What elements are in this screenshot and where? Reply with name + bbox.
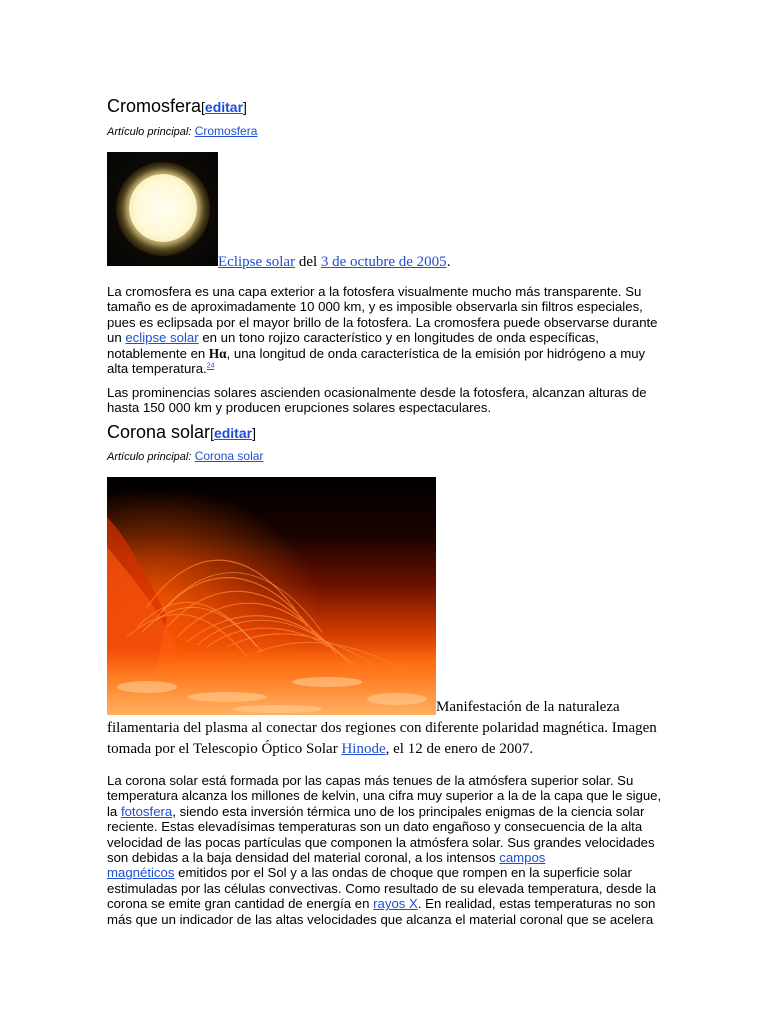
text-line: tamaño es de aproximadamente 10 000 km, y es imposible observarla sin filtros especiales,: [107, 299, 643, 315]
main-article-link[interactable]: Cromosfera: [194, 124, 258, 138]
link-eclipse-solar[interactable]: eclipse solar: [125, 330, 199, 346]
text-line: velocidad de las pocas partículas que componen la atmósfera solar. Sus grandes velocidades: [107, 834, 655, 850]
caption-text: Manifestación de la naturaleza: [436, 699, 620, 715]
text-span: alta temperatura.: [107, 361, 207, 377]
main-article-note: [107, 124, 257, 138]
image-caption: [107, 697, 667, 760]
text-span: . En realidad, estas temperaturas no son: [417, 896, 656, 912]
text-span: la: [107, 803, 121, 819]
text-span: un: [107, 330, 126, 346]
caption-text: del: [295, 254, 321, 270]
corona-plasma-image[interactable]: [107, 477, 436, 715]
main-article-label: Artículo principal:: [107, 451, 192, 463]
heading-title: Corona solar: [107, 422, 211, 442]
edit-link[interactable]: editar: [213, 425, 253, 441]
text-line: [107, 896, 667, 911]
caption-link-date[interactable]: 3 de octubre de 2005: [320, 254, 447, 270]
text-line: pues es eclipsada por el mayor brillo de la fotosfera. La cromosfera puede observarse durante: [107, 314, 658, 330]
edit-bracket-close: ]: [243, 99, 247, 115]
text-span: corona se emite gran cantidad de energía en: [107, 896, 374, 912]
h-alpha: Hα: [208, 345, 227, 361]
text-span: notablemente en: [107, 345, 209, 361]
text-line: [107, 330, 667, 345]
text-line: [107, 865, 667, 880]
text-line: [107, 804, 667, 819]
paragraph-corona-1: [107, 773, 667, 927]
text-span: , una longitud de onda característica de la emisión por hidrógeno a muy: [226, 345, 646, 361]
text-span: emitidos por el Sol y a las ondas de choque que rompen en la superficie solar: [174, 865, 632, 881]
link-campos-magneticos[interactable]: campos: [499, 850, 546, 866]
text-line: [107, 850, 667, 865]
paragraph-cromosfera-2: [107, 385, 667, 416]
link-campos-magneticos-cont[interactable]: magnéticos: [107, 865, 175, 881]
text-line: La cromosfera es una capa exterior a la fotosfera visualmente mucho más transparente. Su: [107, 284, 642, 299]
text-span: , siendo esta inversión térmica uno de los principales enigmas de la ciencia solar: [172, 803, 645, 819]
plasma-filaments-graphic: [107, 477, 436, 715]
main-article-link[interactable]: Corona solar: [194, 449, 264, 463]
eclipse-image[interactable]: [107, 152, 218, 266]
link-fotosfera[interactable]: fotosfera: [120, 803, 173, 819]
link-hinode[interactable]: Hinode: [341, 741, 386, 757]
edit-link[interactable]: editar: [204, 99, 244, 115]
paragraph-cromosfera-1: [107, 284, 667, 376]
edit-bracket-open: [: [201, 99, 205, 115]
image-caption: [218, 252, 450, 273]
text-line: más que un indicador de las altas velocidades que alcanza el material coronal que se acelera: [107, 911, 654, 927]
text-line: La corona solar está formada por las capas más tenues de la atmósfera superior solar. Su: [107, 773, 634, 788]
edit-bracket-open: [: [210, 425, 214, 441]
text-line: reciente. Estas elevadísimas temperaturas son un dato engañoso y consecuencia de la alta: [107, 819, 643, 835]
text-line: estimuladas por las células convectivas. Como resultado de su elevada temperatura, desde la: [107, 880, 657, 896]
caption-line: filamentaria del plasma al conectar dos regiones con diferente polaridad magnética. Imagen: [107, 720, 657, 736]
caption-link-eclipse[interactable]: Eclipse solar: [218, 254, 296, 270]
caption-text: , el 12 de enero de 2007.: [385, 741, 534, 757]
text-line: [107, 346, 667, 361]
caption-line: [107, 697, 667, 718]
sun-disk: [129, 174, 197, 242]
caption-text-end: .: [446, 254, 451, 270]
text-line: temperatura alcanza los millones de kelvin, una cifra muy superior a la de la capa que le sigue,: [107, 788, 662, 804]
text-line: hasta 150 000 km y producen erupciones solares espectaculares.: [107, 400, 492, 416]
caption-line: [107, 739, 667, 760]
edit-bracket-close: ]: [252, 425, 256, 441]
heading-title: Cromosfera: [107, 96, 202, 116]
section-heading-corona: [107, 422, 256, 443]
text-line: [107, 361, 667, 376]
reference-link[interactable]: 24: [206, 362, 215, 370]
main-article-label: Artículo principal:: [107, 126, 192, 138]
link-rayos-x[interactable]: rayos X: [373, 896, 418, 912]
main-article-note: [107, 449, 263, 463]
section-heading-cromosfera: [107, 96, 247, 117]
text-span: en un tono rojizo característico y en longitudes de onda específicas,: [198, 330, 599, 346]
text-line: Las prominencias solares ascienden ocasionalmente desde la fotosfera, alcanzan alturas de: [107, 385, 647, 400]
text-span: son debidas a la baja densidad del material coronal, a los intensos: [107, 850, 500, 866]
caption-text: tomada por el Telescopio Óptico Solar: [107, 741, 342, 757]
